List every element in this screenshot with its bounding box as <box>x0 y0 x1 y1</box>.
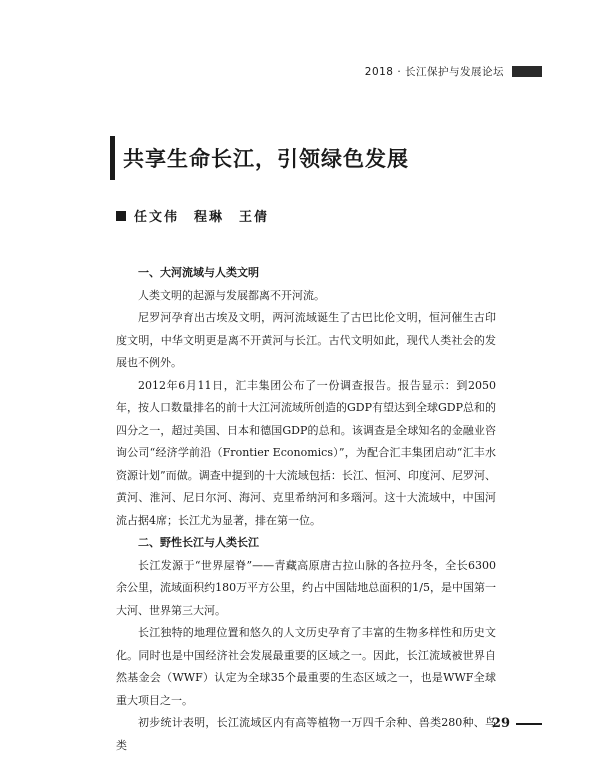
paragraph: 人类文明的起源与发展都离不开河流。 <box>138 288 325 302</box>
title-accent-bar <box>110 136 115 180</box>
page-number: 29 <box>491 716 510 731</box>
paragraph: 初步统计表明，长江流域区内有高等植物一万四千余种、兽类280种、鸟类 <box>116 716 496 752</box>
paragraph: 长江独特的地理位置和悠久的人文历史孕育了丰富的生物多样性和历史文化。同时也是中国经济社会发展最重要的区域之一。因此，长江流域被世界自然基金会（WWF）认定为全球35个最重要的生态区域之一，也是WWF全球重大项目之一。 <box>116 626 496 707</box>
article-body <box>116 262 496 757</box>
header-decoration-block <box>512 66 542 77</box>
section-heading: 二、野性长江与人类长江 <box>138 536 259 549</box>
author-line <box>116 206 269 225</box>
running-header-title: 2018 · 长江保护与发展论坛 <box>364 66 504 78</box>
page-number-rule <box>516 723 542 725</box>
author-marker-square <box>116 211 126 221</box>
article-title: 共享生命长江，引领绿色发展 <box>123 147 409 171</box>
paragraph: 2012年6月11日，汇丰集团公布了一份调查报告。报告显示：到2050年，按人口数量排名的前十大江河流域所创造的GDP有望达到全球GDP总和的四分之一，超过美国、日本和德国GDP的总和。该调查是全球知名的金融业咨询公司“经济学前沿（Frontier Economics）”，为配合汇丰集团启动“汇丰水资源计划”而做。调查中提到的十大流域包括：长江、恒河、印度河、尼罗河、黄河、淮河、尼日尔河、海河、克里希纳河和多瑙河。这十大流域中，中国河流占据4席；长江尤为显著，排在第一位。 <box>116 378 497 527</box>
paragraph: 长江发源于“世界屋脊”——青藏高原唐古拉山脉的各拉丹冬，全长6300余公里，流域面积约180万平方公里，约占中国陆地总面积的1/5，是中国第一大河、世界第三大河。 <box>116 558 496 617</box>
author-names: 任文伟 程琳 王倩 <box>134 210 270 225</box>
article-title-block <box>110 136 409 180</box>
page-footer <box>492 716 542 731</box>
paragraph: 尼罗河孕育出古埃及文明，两河流域诞生了古巴比伦文明，恒河催生古印度文明，中华文明更是离不开黄河与长江。古代文明如此，现代人类社会的发展也不例外。 <box>116 311 496 369</box>
running-header <box>365 64 542 79</box>
section-heading: 一、大河流域与人类文明 <box>138 266 259 279</box>
